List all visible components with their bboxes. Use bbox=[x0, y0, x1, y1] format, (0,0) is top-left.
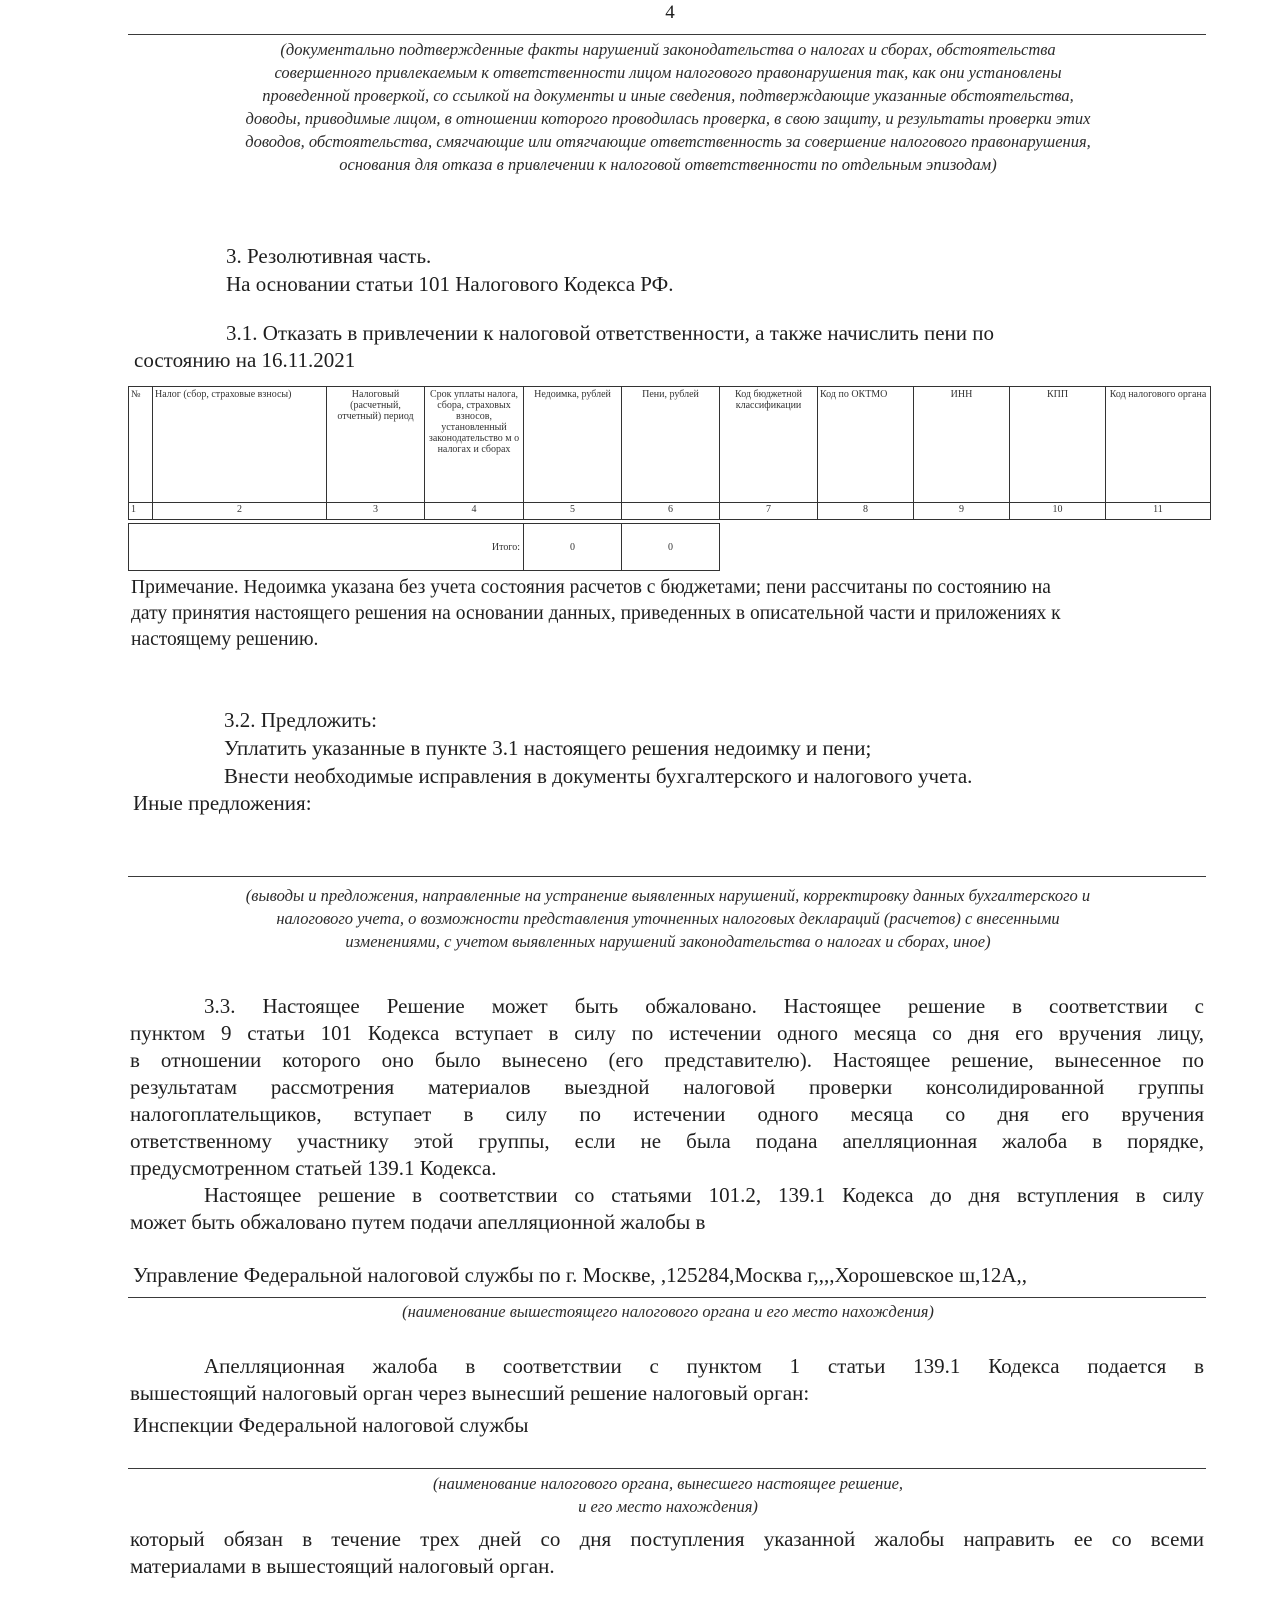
column-number: 5 bbox=[524, 503, 622, 520]
table-note bbox=[131, 575, 1211, 653]
column-number: 11 bbox=[1106, 503, 1211, 520]
section-3-3-para2-line2: может быть обжаловано путем подачи апелляционной жалобы в bbox=[130, 1210, 706, 1234]
section-3-3-line: результатам рассмотрения материалов выездной налоговой проверки консолидированной группы bbox=[130, 1075, 1204, 1099]
section-3-3-line: налогоплательщиков, вступает в силу по истечении одного месяца со дня его вручения bbox=[130, 1102, 1204, 1126]
inspection-rule bbox=[128, 1468, 1206, 1469]
top-rule bbox=[128, 34, 1206, 35]
note-line: Примечание. Недоимка указана без учета состояния расчетов с бюджетами; пени рассчитаны по состоянию на bbox=[131, 577, 1051, 598]
column-number: 4 bbox=[425, 503, 524, 520]
caption-line: доводов, обстоятельства, смягчающие или отягчающие ответственность за совершение налогового правонарушения, bbox=[245, 132, 1091, 151]
section-3-3-line: предусмотренном статьей 139.1 Кодекса. bbox=[130, 1156, 497, 1180]
proposals-caption bbox=[128, 884, 1208, 953]
superior-authority: Управление Федеральной налоговой службы по г. Москве, ,125284,Москва г,,,,Хорошевское ш,12А,, bbox=[133, 1263, 1028, 1287]
table-column-number-row bbox=[129, 503, 1211, 520]
caption-line: налогового учета, о возможности представления уточненных налоговых деклараций (расчетов) с внесенными bbox=[276, 909, 1060, 928]
col-header-period: Налоговый (расчетный, отчетный) период bbox=[327, 387, 425, 503]
section-3-3-line: в отношении которого оно было вынесено (его представителю). Настоящее решение, вынесенное по bbox=[130, 1048, 1204, 1072]
section-3-3-line: пунктом 9 статьи 101 Кодекса вступает в силу по истечении одного месяца со дня его вручения лицу, bbox=[130, 1021, 1204, 1045]
column-number: 3 bbox=[327, 503, 425, 520]
section-3-basis: На основании статьи 101 Налогового Кодекса РФ. bbox=[226, 272, 674, 296]
column-number: 9 bbox=[914, 503, 1010, 520]
section-3-heading: 3. Резолютивная часть. bbox=[226, 244, 432, 268]
section-3-1-line2: состоянию на 16.11.2021 bbox=[134, 348, 356, 372]
caption-line: изменениями, с учетом выявленных нарушений законодательства о налогах и сборах, иное) bbox=[345, 932, 991, 951]
tax-table bbox=[128, 386, 1211, 520]
column-number: 1 bbox=[129, 503, 153, 520]
column-number: 10 bbox=[1010, 503, 1106, 520]
table-header-row bbox=[129, 387, 1211, 503]
caption-line: (наименование налогового органа, вынесшего настоящее решение, bbox=[432, 1474, 904, 1493]
caption-line: (документально подтвержденные факты нарушений законодательства о налогах и сборах, обстоятельства bbox=[280, 40, 1056, 59]
page-number: 4 bbox=[665, 2, 675, 23]
column-number: 6 bbox=[622, 503, 720, 520]
col-header-number: № bbox=[129, 387, 153, 503]
total-label: Итого: bbox=[129, 524, 524, 571]
section-3-2-item2: Внести необходимые исправления в документы бухгалтерского и налогового учета. bbox=[224, 764, 973, 788]
final-line: который обязан в течение трех дней со дня поступления указанной жалобы направить ее со всеми bbox=[130, 1527, 1204, 1551]
issuing-inspection: Инспекции Федеральной налоговой службы bbox=[133, 1413, 529, 1437]
caption-line: и его место нахождения) bbox=[578, 1497, 758, 1516]
column-number: 8 bbox=[818, 503, 914, 520]
proposals-rule bbox=[128, 876, 1206, 877]
caption-line: (выводы и предложения, направленные на устранение выявленных нарушений, корректировку данных бухгалтерского и bbox=[245, 886, 1091, 905]
section-3-2-item1: Уплатить указанные в пункте 3.1 настоящего решения недоимку и пени; bbox=[224, 736, 872, 760]
section-3-1-line1: 3.1. Отказать в привлечении к налоговой ответственности, а также начислить пени по bbox=[226, 321, 995, 345]
authority-caption: (наименование вышестоящего налогового органа и его место нахождения) bbox=[402, 1302, 934, 1321]
note-line: дату принятия настоящего решения на основании данных, приведенных в описательной части и приложениях к bbox=[131, 603, 1061, 624]
description-caption bbox=[128, 38, 1208, 176]
appeal-line: вышестоящий налоговый орган через вынесший решение налоговый орган: bbox=[130, 1381, 810, 1405]
col-header-oktmo: Код по ОКТМО bbox=[818, 387, 914, 503]
section-3-3-line: ответственному участнику этой группы, если не была подана апелляционная жалоба в порядке, bbox=[130, 1129, 1204, 1153]
final-line: материалами в вышестоящий налоговый орган. bbox=[130, 1554, 555, 1578]
section-3-3 bbox=[130, 993, 1204, 1236]
col-header-kpp: КПП bbox=[1010, 387, 1106, 503]
col-header-due-date: Срок уплаты налога, сбора, страховых взносов, установленный законодательство м о налогах и сборах bbox=[425, 387, 524, 503]
caption-line: проведенной проверкой, со ссылкой на документы и иные сведения, подтверждающие указанные обстоятельства, bbox=[262, 86, 1074, 105]
note-line: настоящему решению. bbox=[131, 629, 319, 650]
col-header-kbk: Код бюджетной классификации bbox=[720, 387, 818, 503]
section-3-2-heading: 3.2. Предложить: bbox=[224, 708, 377, 732]
caption-line: совершенного привлекаемым к ответственности лицом налогового правонарушения так, как они установлены bbox=[274, 63, 1062, 82]
appeal-paragraph bbox=[130, 1353, 1204, 1407]
table-total-row bbox=[128, 523, 720, 571]
final-paragraph bbox=[130, 1526, 1204, 1580]
authority-rule bbox=[128, 1297, 1206, 1298]
total-arrears: 0 bbox=[524, 524, 622, 571]
section-3-3-para2-line1: Настоящее решение в соответствии со статьями 101.2, 139.1 Кодекса до дня вступления в силу bbox=[204, 1183, 1204, 1207]
column-number: 2 bbox=[153, 503, 327, 520]
inspection-caption bbox=[128, 1472, 1208, 1518]
col-header-arrears: Недоимка, рублей bbox=[524, 387, 622, 503]
col-header-penalty: Пени, рублей bbox=[622, 387, 720, 503]
col-header-tax-authority: Код налогового органа bbox=[1106, 387, 1211, 503]
column-number: 7 bbox=[720, 503, 818, 520]
caption-line: доводы, приводимые лицом, в отношении которого проводилась проверка, в свою защиту, и результаты проверки этих bbox=[245, 109, 1091, 128]
appeal-line: Апелляционная жалоба в соответствии с пунктом 1 статьи 139.1 Кодекса подается в bbox=[204, 1354, 1204, 1378]
col-header-tax: Налог (сбор, страховые взносы) bbox=[153, 387, 327, 503]
col-header-inn: ИНН bbox=[914, 387, 1010, 503]
caption-line: основания для отказа в привлечении к налоговой ответственности по отдельным эпизодам) bbox=[339, 155, 997, 174]
total-penalty: 0 bbox=[622, 524, 720, 571]
other-proposals-label: Иные предложения: bbox=[133, 791, 312, 815]
section-3-3-line: 3.3. Настоящее Решение может быть обжаловано. Настоящее решение в соответствии с bbox=[204, 994, 1204, 1018]
